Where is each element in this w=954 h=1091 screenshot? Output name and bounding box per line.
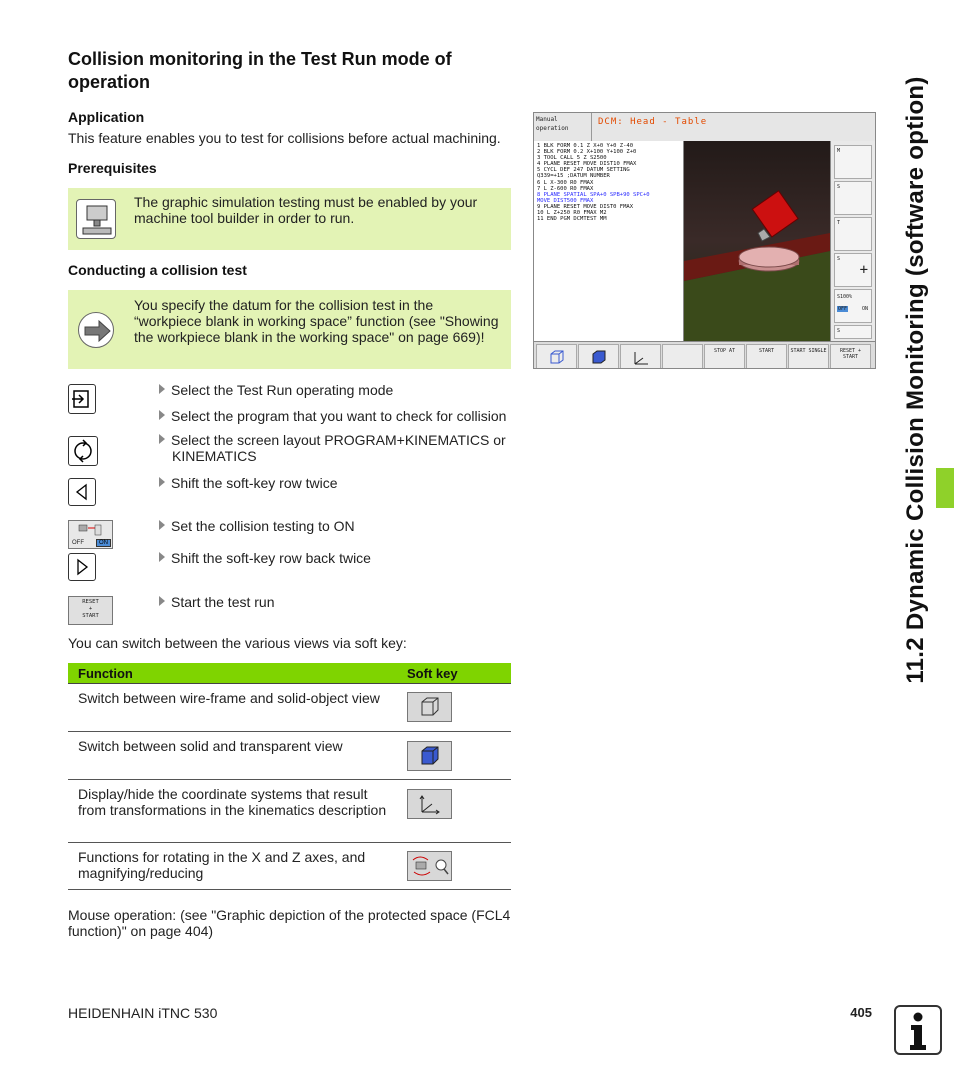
on-label-2: ON xyxy=(861,306,868,312)
coordinate-system-icon[interactable] xyxy=(407,789,452,819)
step-6 xyxy=(159,550,519,566)
step-4-text: Shift the soft-key row twice xyxy=(171,475,338,491)
m-label: M xyxy=(837,148,841,154)
bullet-triangle-icon xyxy=(159,434,165,444)
kinematics-render xyxy=(684,141,830,341)
step-1 xyxy=(159,382,519,398)
program-line: 3 TOOL CALL 5 Z S2500 xyxy=(537,155,607,162)
on-label: ON xyxy=(96,539,111,547)
bottom-softkey-bar xyxy=(534,341,875,369)
reset-start-softkey-2[interactable]: RESET + START xyxy=(830,344,871,369)
t-softkey[interactable] xyxy=(834,217,872,251)
override-softkey[interactable] xyxy=(834,289,872,323)
program-listing xyxy=(534,141,684,341)
collision-icon xyxy=(73,523,109,537)
spindle-plus-softkey[interactable] xyxy=(834,253,872,287)
s-label: S xyxy=(837,184,841,190)
off-label-2: OFF xyxy=(838,306,848,312)
bullet-triangle-icon xyxy=(159,520,165,530)
bullet-triangle-icon xyxy=(159,477,165,487)
prerequisites-note xyxy=(68,188,511,250)
table-header xyxy=(68,663,511,684)
bullet-triangle-icon xyxy=(159,552,165,562)
override-label: S100% xyxy=(837,294,853,300)
program-line: 11 END PGM DCMTEST MM xyxy=(537,216,607,223)
table-row xyxy=(68,843,511,890)
mode-line-1: Manual xyxy=(536,116,558,123)
chapter-tab xyxy=(936,468,954,508)
switch-views-text: You can switch between the various views via soft key: xyxy=(68,635,407,651)
start-single-softkey[interactable]: START SINGLE xyxy=(788,344,829,369)
s-label-3: S xyxy=(837,328,841,334)
mode-line-2: operation xyxy=(536,125,569,132)
step-4 xyxy=(159,475,519,491)
step-7-text: Start the test run xyxy=(171,594,275,610)
prerequisites-heading: Prerequisites xyxy=(68,160,157,176)
program-line: 1 BLK FORM 0.1 Z X+0 Y+0 Z-40 xyxy=(537,143,634,149)
prerequisites-note-text: The graphic simulation testing must be enabled by your machine tool builder in order to run. xyxy=(134,194,478,226)
program-line: 9 PLANE RESET MOVE DIST0 FMAX xyxy=(537,203,634,210)
plus-label: + xyxy=(88,606,93,612)
step-3 xyxy=(159,432,519,464)
function-text: Display/hide the coordinate systems that result from transformations in the kinematics description xyxy=(78,786,387,818)
section-title: Collision monitoring in the Test Run mode of operation xyxy=(68,49,452,92)
program-line: 8 PLANE SPATIAL SPA+0 SPB+90 SPC+0 xyxy=(537,191,650,198)
shift-right-key-icon[interactable] xyxy=(68,553,96,581)
program-line: 10 L Z+250 R0 FMAX M2 xyxy=(537,210,607,217)
bullet-triangle-icon xyxy=(159,384,165,394)
kinematics-view xyxy=(684,141,830,341)
step-6-text: Shift the soft-key row back twice xyxy=(171,550,371,566)
plus-icon: + xyxy=(859,262,868,278)
bullet-triangle-icon xyxy=(159,410,165,420)
arrow-right-icon xyxy=(78,312,114,348)
screen-layout-key-icon[interactable] xyxy=(68,436,98,466)
program-line: MOVE DIST500 FMAX xyxy=(537,197,594,204)
chapter-title xyxy=(896,70,936,690)
softkey-table xyxy=(68,663,511,890)
column-softkey-header: Soft key xyxy=(407,666,458,681)
bullet-triangle-icon xyxy=(159,596,165,606)
off-label: OFF xyxy=(72,540,84,546)
spindle-minus-softkey[interactable] xyxy=(834,325,872,339)
wireframe-softkey[interactable] xyxy=(536,344,577,369)
start-softkey[interactable]: START xyxy=(746,344,787,369)
step-7 xyxy=(159,594,519,610)
solid-cube-icon[interactable] xyxy=(407,741,452,771)
conducting-note xyxy=(68,290,511,369)
shift-left-key-icon[interactable] xyxy=(68,478,96,506)
test-run-key-icon[interactable] xyxy=(68,384,96,414)
m-softkey[interactable] xyxy=(834,145,872,179)
reset-start-softkey[interactable] xyxy=(68,596,113,625)
program-line: 5 CYCL DEF 247 DATUM SETTING xyxy=(537,167,630,174)
column-function-header: Function xyxy=(78,666,133,681)
coords-softkey[interactable] xyxy=(620,344,661,369)
conducting-heading: Conducting a collision test xyxy=(68,262,247,278)
step-2 xyxy=(159,408,519,424)
program-line: 6 L X-300 R0 FMAX xyxy=(537,179,594,186)
step-5 xyxy=(159,518,519,534)
function-text: Switch between solid and transparent view xyxy=(78,738,343,754)
step-3-text-cont: KINEMATICS xyxy=(172,448,257,464)
chapter-title-text: 11.2 Dynamic Collision Monitoring (software option) xyxy=(902,76,929,684)
solid-softkey[interactable] xyxy=(578,344,619,369)
tnc-screenshot xyxy=(533,112,876,369)
s-softkey[interactable] xyxy=(834,181,872,215)
page-number: 405 xyxy=(850,1005,872,1020)
footer-left: HEIDENHAIN iTNC 530 xyxy=(68,1005,218,1021)
application-heading: Application xyxy=(68,109,145,125)
reset-label: RESET xyxy=(82,599,99,605)
conducting-note-text: You specify the datum for the collision test in the “workpiece blank in working space” function (see "Showing the workpiece blank in the working space" on page 669)! xyxy=(134,297,499,345)
info-icon xyxy=(894,1005,942,1055)
right-softkey-bar xyxy=(830,141,875,341)
machine-icon xyxy=(76,199,116,239)
stop-at-softkey[interactable]: STOP AT xyxy=(704,344,745,369)
mouse-operation-text: Mouse operation: (see "Graphic depiction of the protected space (FCL4 function)" on page 404) xyxy=(68,907,511,939)
table-row xyxy=(68,780,511,843)
program-line: 7 L Z-600 R0 FMAX xyxy=(537,185,594,192)
step-2-text: Select the program that you want to check for collision xyxy=(171,408,507,424)
step-1-text: Select the Test Run operating mode xyxy=(171,382,394,398)
s-label-2: S xyxy=(837,256,841,262)
wireframe-cube-icon[interactable] xyxy=(407,692,452,722)
t-label: T xyxy=(837,220,841,226)
empty-softkey[interactable] xyxy=(662,344,703,369)
dcm-title: DCM: Head - Table xyxy=(592,113,875,141)
collision-off-on-softkey[interactable] xyxy=(68,520,113,549)
program-line: 2 BLK FORM 0.2 X+100 Y+100 Z+0 xyxy=(537,149,637,156)
table-row xyxy=(68,732,511,780)
step-5-text: Set the collision testing to ON xyxy=(171,518,355,534)
function-text: Functions for rotating in the X and Z axes, and magnifying/reducing xyxy=(78,849,366,881)
start-label: START xyxy=(82,613,99,619)
program-line: 4 PLANE RESET MOVE DIST10 FMAX xyxy=(537,161,637,168)
function-text: Switch between wire-frame and solid-object view xyxy=(78,690,380,706)
rotate-zoom-icon[interactable] xyxy=(407,851,452,881)
application-text: This feature enables you to test for collisions before actual machining. xyxy=(68,130,501,146)
table-row xyxy=(68,684,511,732)
step-3-text: Select the screen layout PROGRAM+KINEMATICS or xyxy=(171,432,506,448)
program-line: Q339=+15 ;DATUM NUMBER xyxy=(537,173,610,180)
mode-label xyxy=(534,113,592,141)
